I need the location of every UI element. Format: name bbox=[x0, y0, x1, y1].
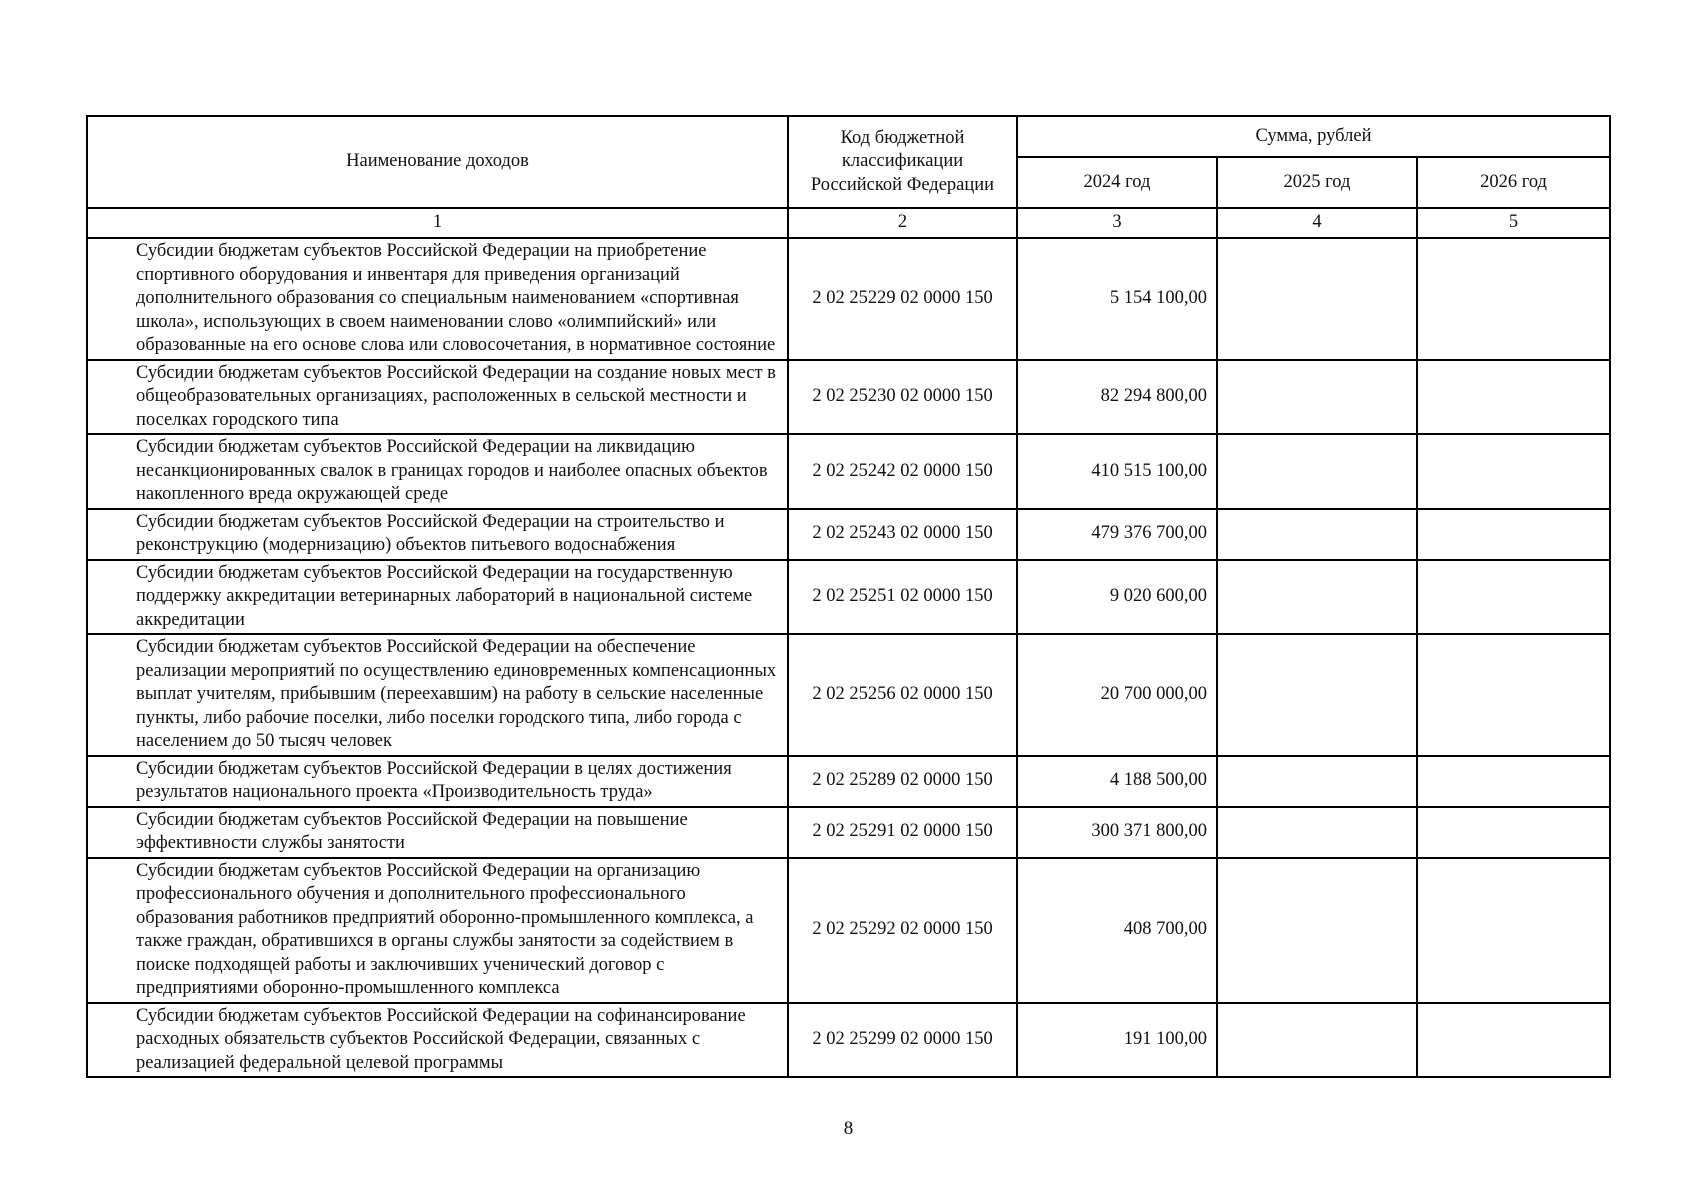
budget-code: 2 02 25289 02 0000 150 bbox=[788, 756, 1017, 807]
amount-2025 bbox=[1217, 756, 1417, 807]
table-row bbox=[87, 509, 1610, 560]
amount-2026 bbox=[1417, 756, 1610, 807]
income-name: Субсидии бюджетам субъектов Российской Федерации на обеспечение реализации мероприятий по осуществлению единовременных компенсационных выплат учителям, прибывшим (переехавшим) на работу в сельские населенные пункты, либо рабочие поселки, либо поселки городского типа, либо города с населением до 50 тысяч человек bbox=[87, 634, 788, 756]
amount-2024: 82 294 800,00 bbox=[1017, 360, 1217, 435]
budget-code: 2 02 25230 02 0000 150 bbox=[788, 360, 1017, 435]
amount-2025 bbox=[1217, 509, 1417, 560]
header-income-name: Наименование доходов bbox=[87, 116, 788, 208]
amount-2026 bbox=[1417, 434, 1610, 509]
income-name: Субсидии бюджетам субъектов Российской Федерации на повышение эффективности службы занятости bbox=[87, 807, 788, 858]
amount-2026 bbox=[1417, 1003, 1610, 1078]
table-row bbox=[87, 634, 1610, 756]
budget-code: 2 02 25292 02 0000 150 bbox=[788, 858, 1017, 1003]
income-name: Субсидии бюджетам субъектов Российской Федерации на создание новых мест в общеобразовательных организациях, расположенных в сельской местности и поселках городского типа bbox=[87, 360, 788, 435]
amount-2025 bbox=[1217, 360, 1417, 435]
income-name: Субсидии бюджетам субъектов Российской Федерации на приобретение спортивного оборудования и инвентаря для приведения организаций дополнительного образования со специальным наименованием «спортивная школа», использующих в своем наименовании слово «олимпийский» или образованные на его основе слова или словосочетания, в нормативное состояние bbox=[87, 238, 788, 360]
amount-2024: 479 376 700,00 bbox=[1017, 509, 1217, 560]
amount-2024: 20 700 000,00 bbox=[1017, 634, 1217, 756]
amount-2024: 408 700,00 bbox=[1017, 858, 1217, 1003]
budget-code: 2 02 25299 02 0000 150 bbox=[788, 1003, 1017, 1078]
amount-2025 bbox=[1217, 238, 1417, 360]
budget-code: 2 02 25251 02 0000 150 bbox=[788, 560, 1017, 635]
income-name: Субсидии бюджетам субъектов Российской Федерации на ликвидацию несанкционированных свалок в границах городов и наиболее опасных объектов накопленного вреда окружающей среде bbox=[87, 434, 788, 509]
header-year-2026: 2026 год bbox=[1417, 157, 1610, 208]
budget-code: 2 02 25256 02 0000 150 bbox=[788, 634, 1017, 756]
amount-2026 bbox=[1417, 509, 1610, 560]
amount-2024: 4 188 500,00 bbox=[1017, 756, 1217, 807]
amount-2026 bbox=[1417, 858, 1610, 1003]
amount-2024: 191 100,00 bbox=[1017, 1003, 1217, 1078]
income-name: Субсидии бюджетам субъектов Российской Федерации в целях достижения результатов национального проекта «Производительность труда» bbox=[87, 756, 788, 807]
income-name: Субсидии бюджетам субъектов Российской Федерации на строительство и реконструкцию (модернизацию) объектов питьевого водоснабжения bbox=[87, 509, 788, 560]
budget-code: 2 02 25291 02 0000 150 bbox=[788, 807, 1017, 858]
amount-2025 bbox=[1217, 434, 1417, 509]
amount-2025 bbox=[1217, 560, 1417, 635]
table-row bbox=[87, 360, 1610, 435]
revenue-table bbox=[86, 115, 1611, 1078]
amount-2025 bbox=[1217, 807, 1417, 858]
amount-2026 bbox=[1417, 807, 1610, 858]
budget-code: 2 02 25243 02 0000 150 bbox=[788, 509, 1017, 560]
table-row bbox=[87, 756, 1610, 807]
column-number-4: 4 bbox=[1217, 208, 1417, 238]
column-number-1: 1 bbox=[87, 208, 788, 238]
income-name: Субсидии бюджетам субъектов Российской Федерации на государственную поддержку аккредитации ветеринарных лабораторий в национальной системе аккредитации bbox=[87, 560, 788, 635]
amount-2024: 410 515 100,00 bbox=[1017, 434, 1217, 509]
budget-code: 2 02 25229 02 0000 150 bbox=[788, 238, 1017, 360]
income-name: Субсидии бюджетам субъектов Российской Федерации на софинансирование расходных обязательств субъектов Российской Федерации, связанных с реализацией федеральной целевой программы bbox=[87, 1003, 788, 1078]
amount-2024: 5 154 100,00 bbox=[1017, 238, 1217, 360]
header-year-2024: 2024 год bbox=[1017, 157, 1217, 208]
amount-2026 bbox=[1417, 360, 1610, 435]
header-amount: Сумма, рублей bbox=[1017, 116, 1610, 157]
table-row bbox=[87, 238, 1610, 360]
amount-2026 bbox=[1417, 560, 1610, 635]
table-row bbox=[87, 1003, 1610, 1078]
table-row bbox=[87, 560, 1610, 635]
table-row bbox=[87, 807, 1610, 858]
income-name: Субсидии бюджетам субъектов Российской Федерации на организацию профессионального обучения и дополнительного профессионального образования работников предприятий оборонно-промышленного комплекса, а также граждан, обратившихся в органы службы занятости за содействием в поиске подходящей работы и заключивших ученический договор с предприятиями оборонно-промышленного комплекса bbox=[87, 858, 788, 1003]
column-number-2: 2 bbox=[788, 208, 1017, 238]
header-budget-code: Код бюджетной классификации Российской Федерации bbox=[788, 116, 1017, 208]
table-row bbox=[87, 434, 1610, 509]
amount-2025 bbox=[1217, 858, 1417, 1003]
amount-2024: 300 371 800,00 bbox=[1017, 807, 1217, 858]
page-number: 8 bbox=[843, 1118, 854, 1139]
column-number-5: 5 bbox=[1417, 208, 1610, 238]
amount-2026 bbox=[1417, 238, 1610, 360]
amount-2025 bbox=[1217, 634, 1417, 756]
column-number-3: 3 bbox=[1017, 208, 1217, 238]
amount-2024: 9 020 600,00 bbox=[1017, 560, 1217, 635]
amount-2025 bbox=[1217, 1003, 1417, 1078]
table-row bbox=[87, 858, 1610, 1003]
amount-2026 bbox=[1417, 634, 1610, 756]
budget-code: 2 02 25242 02 0000 150 bbox=[788, 434, 1017, 509]
header-year-2025: 2025 год bbox=[1217, 157, 1417, 208]
